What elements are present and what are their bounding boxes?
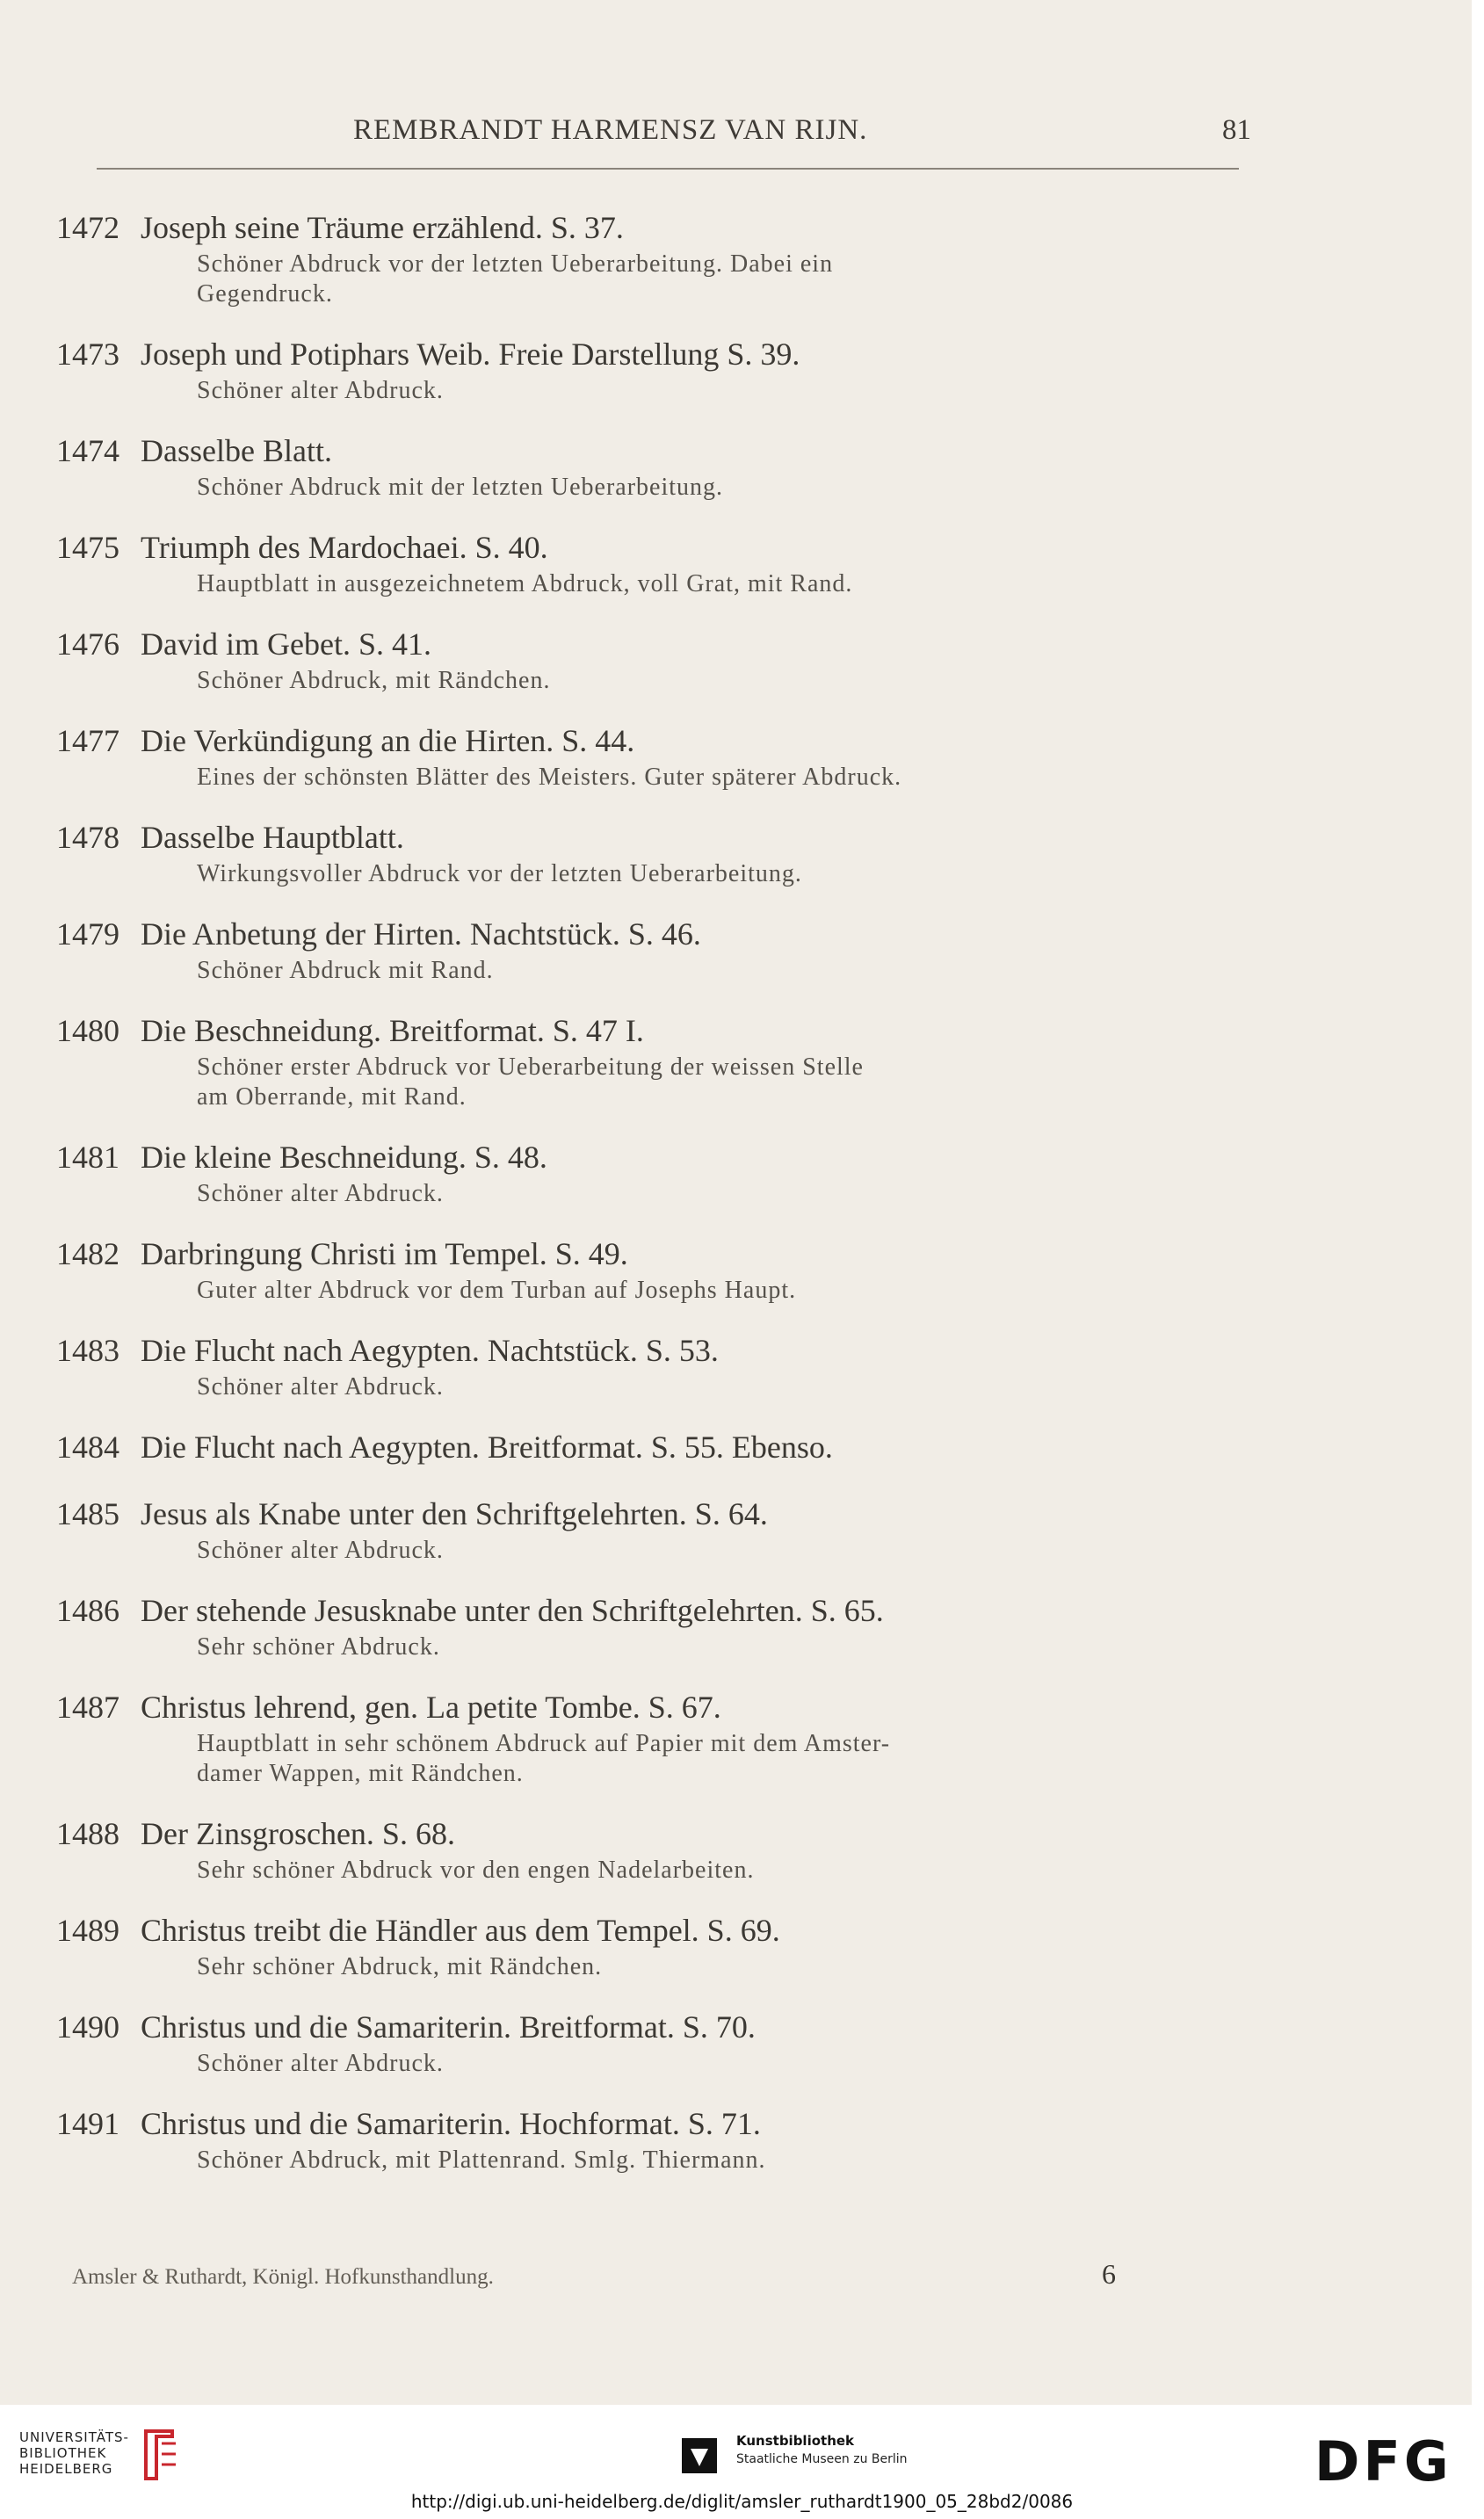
entry-title: Christus und die Samariterin. Hochformat. S. 71. <box>141 2106 761 2141</box>
running-header-title: REMBRANDT HARMENSZ VAN RIJN. <box>353 114 868 146</box>
entry-description: Hauptblatt in sehr schönem Abdruck auf Papier mit dem Amster- <box>197 1730 891 1757</box>
catalogue-entry <box>56 429 1251 503</box>
entry-title: Darbringung Christi im Tempel. S. 49. <box>141 1236 628 1271</box>
catalogue-entry <box>56 1589 1251 1662</box>
entry-heading <box>56 1685 1251 1729</box>
entry-heading <box>56 1812 1251 1856</box>
entry-heading <box>56 206 1251 250</box>
university-line: HEIDELBERG <box>19 2461 113 2477</box>
entry-number: 1483 <box>56 1333 119 1368</box>
catalogue-entry <box>56 1232 1251 1306</box>
entry-description: Schöner alter Abdruck. <box>197 1373 444 1401</box>
entry-heading <box>56 1135 1251 1179</box>
entry-title: Die Flucht nach Aegypten. Nachtstück. S. 53. <box>141 1333 719 1368</box>
entry-number: 1491 <box>56 2106 119 2141</box>
entry-description: Wirkungsvoller Abdruck vor der letzten Ueberarbeitung. <box>197 860 802 887</box>
entry-description: Schöner alter Abdruck. <box>197 1180 444 1207</box>
entry-description: Schöner Abdruck mit der letzten Ueberarbeitung. <box>197 474 724 501</box>
entry-number: 1473 <box>56 337 119 372</box>
entry-number: 1485 <box>56 1496 119 1531</box>
entry-number: 1475 <box>56 530 119 565</box>
entry-heading <box>56 525 1251 569</box>
entry-description: Sehr schöner Abdruck vor den engen Nadelarbeiten. <box>197 1857 755 1884</box>
catalogue-entry <box>56 1135 1251 1209</box>
entry-heading <box>56 719 1251 763</box>
entry-number: 1482 <box>56 1236 119 1271</box>
entry-title: Die Flucht nach Aegypten. Breitformat. S. 55. Ebenso. <box>141 1430 833 1465</box>
catalogue-entry <box>56 2102 1251 2175</box>
catalogue-entry <box>56 1685 1251 1789</box>
catalogue-entry <box>56 1328 1251 1402</box>
entry-title: Joseph und Potiphars Weib. Freie Darstellung S. 39. <box>141 337 800 372</box>
entry-heading <box>56 815 1251 859</box>
catalogue-entry <box>56 1009 1251 1112</box>
kunstbibliothek-icon <box>678 2431 720 2479</box>
entry-number: 1484 <box>56 1430 119 1465</box>
entry-description: Schöner Abdruck mit Rand. <box>197 957 494 984</box>
entry-number: 1472 <box>56 210 119 245</box>
kunstbibliothek-name: Kunstbibliothek <box>736 2433 855 2449</box>
entry-number: 1490 <box>56 2009 119 2045</box>
footer-publisher: Amsler & Ruthardt, Königl. Hofkunsthandlung. <box>72 2265 494 2289</box>
catalogue-entry <box>56 206 1251 309</box>
entry-description: Sehr schöner Abdruck, mit Rändchen. <box>197 1953 603 1980</box>
catalogue-entries <box>56 206 1251 2198</box>
entry-heading <box>56 1009 1251 1053</box>
entry-number: 1478 <box>56 820 119 855</box>
entry-number: 1477 <box>56 723 119 758</box>
entry-number: 1479 <box>56 916 119 952</box>
permalink-url[interactable]: http://digi.ub.uni-heidelberg.de/diglit/amsler_ruthardt1900_05_28bd2/0086 <box>410 2491 1074 2512</box>
entry-title: Die Verkündigung an die Hirten. S. 44. <box>141 723 635 758</box>
entry-heading <box>56 2005 1251 2049</box>
kunstbibliothek-subtitle: Staatliche Museen zu Berlin <box>736 2452 908 2466</box>
kunstbibliothek-logo[interactable] <box>736 2431 1000 2468</box>
entry-number: 1480 <box>56 1013 119 1048</box>
entry-title: Die Beschneidung. Breitformat. S. 47 I. <box>141 1013 644 1048</box>
catalogue-entry <box>56 525 1251 599</box>
catalogue-entry <box>56 1425 1251 1469</box>
university-line: UNIVERSITÄTS- <box>19 2429 129 2445</box>
catalogue-entry <box>56 815 1251 889</box>
entry-heading <box>56 429 1251 473</box>
page-number: 81 <box>1222 114 1251 146</box>
entry-title: Christus treibt die Händler aus dem Tempel. S. 69. <box>141 1913 780 1948</box>
entry-heading <box>56 622 1251 666</box>
entry-number: 1481 <box>56 1140 119 1175</box>
catalogue-entry <box>56 1908 1251 1982</box>
entry-heading <box>56 1908 1251 1952</box>
entry-description: Gegendruck. <box>197 280 333 308</box>
entry-title: Der stehende Jesusknabe unter den Schriftgelehrten. S. 65. <box>141 1593 884 1628</box>
catalogue-entry <box>56 622 1251 696</box>
entry-description: Sehr schöner Abdruck. <box>197 1633 440 1661</box>
entry-title: Die kleine Beschneidung. S. 48. <box>141 1140 547 1175</box>
entry-heading <box>56 1328 1251 1372</box>
entry-title: David im Gebet. S. 41. <box>141 626 431 662</box>
entry-heading <box>56 1232 1251 1276</box>
entry-title: Der Zinsgroschen. S. 68. <box>141 1816 455 1851</box>
entry-description: Hauptblatt in ausgezeichnetem Abdruck, voll Grat, mit Rand. <box>197 570 853 597</box>
entry-heading <box>56 332 1251 376</box>
catalogue-entry <box>56 2005 1251 2079</box>
entry-heading <box>56 1425 1251 1469</box>
entry-title: Joseph seine Träume erzählend. S. 37. <box>141 210 624 245</box>
entry-heading <box>56 2102 1251 2146</box>
entry-title: Dasselbe Hauptblatt. <box>141 820 404 855</box>
footer-sheet-number: 6 <box>1102 2258 1116 2290</box>
entry-description: Schöner Abdruck vor der letzten Ueberarbeitung. Dabei ein <box>197 250 834 278</box>
entry-title: Triumph des Mardochaei. S. 40. <box>141 530 548 565</box>
entry-number: 1476 <box>56 626 119 662</box>
catalogue-entry <box>56 719 1251 793</box>
dfg-logo[interactable]: DFG <box>1314 2429 1452 2494</box>
entry-number: 1474 <box>56 433 119 468</box>
catalogue-entry <box>56 1492 1251 1566</box>
entry-number: 1487 <box>56 1690 119 1725</box>
viewer-footer-bar <box>0 2405 1484 2519</box>
entry-description: Guter alter Abdruck vor dem Turban auf Josephs Haupt. <box>197 1277 797 1304</box>
catalogue-entry <box>56 332 1251 406</box>
entry-description: am Oberrande, mit Rand. <box>197 1083 467 1111</box>
catalogue-entry <box>56 1812 1251 1886</box>
university-line: BIBLIOTHEK <box>19 2445 107 2461</box>
catalogue-entry <box>56 912 1251 986</box>
entry-number: 1488 <box>56 1816 119 1851</box>
entry-heading <box>56 1589 1251 1632</box>
entry-description: Schöner alter Abdruck. <box>197 1537 444 1564</box>
entry-title: Dasselbe Blatt. <box>141 433 332 468</box>
entry-description: damer Wappen, mit Rändchen. <box>197 1760 524 1787</box>
entry-title: Die Anbetung der Hirten. Nachtstück. S. 46. <box>141 916 701 952</box>
entry-description: Schöner alter Abdruck. <box>197 377 444 404</box>
entry-number: 1489 <box>56 1913 119 1948</box>
entry-description: Schöner alter Abdruck. <box>197 2050 444 2077</box>
entry-heading <box>56 912 1251 956</box>
entry-description: Eines der schönsten Blätter des Meisters. Guter späterer Abdruck. <box>197 764 902 791</box>
header-rule <box>97 168 1239 170</box>
entry-number: 1486 <box>56 1593 119 1628</box>
entry-heading <box>56 1492 1251 1536</box>
entry-title: Christus lehrend, gen. La petite Tombe. S. 67. <box>141 1690 721 1725</box>
entry-description: Schöner Abdruck, mit Rändchen. <box>197 667 551 694</box>
entry-title: Christus und die Samariterin. Breitformat. S. 70. <box>141 2009 756 2045</box>
heidelberg-emblem-icon <box>137 2428 179 2482</box>
entry-description: Schöner Abdruck, mit Plattenrand. Smlg. Thiermann. <box>197 2146 766 2174</box>
entry-description: Schöner erster Abdruck vor Ueberarbeitung der weissen Stelle <box>197 1053 864 1081</box>
entry-title: Jesus als Knabe unter den Schriftgelehrten. S. 64. <box>141 1496 768 1531</box>
